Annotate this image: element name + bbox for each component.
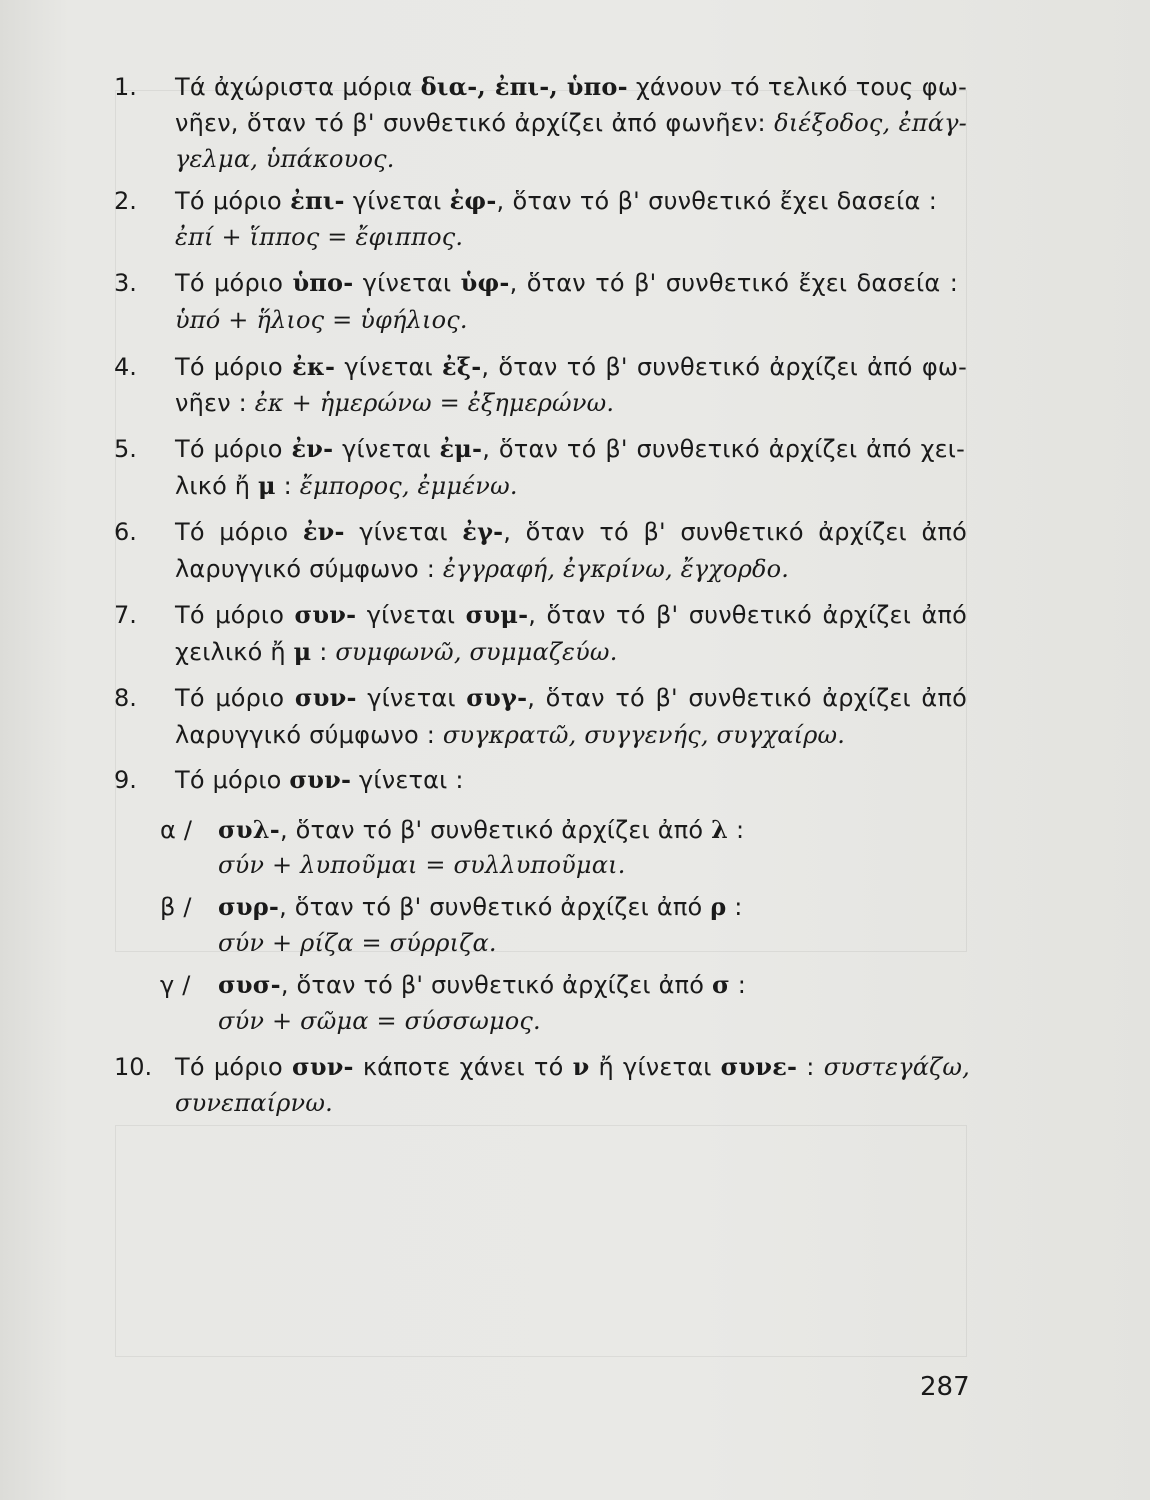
rule-number: 2. (114, 187, 137, 215)
rule-6-line-2: λαρυγγικό σύμφωνο : ἐγγραφή, ἐγκρίνω, ἔγχορδο. (175, 555, 790, 583)
rule-6-line-1: Τό μόριο ἐν- γίνεται ἐγ-, ὅταν τό β' συνθετικό ἀρχίζει ἀπό (175, 517, 967, 546)
rule-number: 5. (114, 435, 137, 463)
rule-9-line-1: Τό μόριο συν- γίνεται : (175, 765, 464, 794)
rule-8-line-1: Τό μόριο συν- γίνεται συγ-, ὅταν τό β' συνθετικό ἀρχίζει ἀπό (175, 683, 967, 712)
subrule-b-line-1: συρ-, ὅταν τό β' συνθετικό ἀρχίζει ἀπό ρ : (218, 892, 743, 921)
rule-1-line-3: γελμα, ὑπάκουος. (175, 145, 395, 173)
rule-4-line-2: νῆεν : ἐκ + ἡμερώνω = ἐξημερώνω. (175, 389, 615, 417)
subrule-c-line-1: συσ-, ὅταν τό β' συνθετικό ἀρχίζει ἀπό σ : (218, 970, 746, 999)
subrule-label: γ / (160, 971, 191, 999)
rule-number: 8. (114, 684, 137, 712)
rule-number: 3. (114, 269, 137, 297)
rule-7-line-1: Τό μόριο συν- γίνεται συμ-, ὅταν τό β' συνθετικό ἀρχίζει ἀπό (175, 600, 967, 629)
page-number: 287 (920, 1372, 970, 1402)
subrule-a-line-1: συλ-, ὅταν τό β' συνθετικό ἀρχίζει ἀπό λ : (218, 815, 745, 844)
subrule-c-example: σύν + σῶμα = σύσσωμος. (218, 1007, 541, 1035)
rule-number: 4. (114, 353, 137, 381)
show-through-table-bottom (115, 1125, 967, 1357)
rule-number: 7. (114, 601, 137, 629)
rule-3-line-1: Τό μόριο ὑπο- γίνεται ὑφ-, ὅταν τό β' συνθετικό ἔχει δασεία : (175, 268, 959, 297)
rule-number: 10. (114, 1053, 153, 1081)
subrule-label: β / (160, 893, 192, 921)
subrule-a-example: σύν + λυποῦμαι = συλλυποῦμαι. (218, 851, 626, 879)
rule-2-example: ἐπί + ἵππος = ἔφιππος. (175, 223, 464, 251)
rule-number: 9. (114, 766, 137, 794)
rule-7-line-2: χειλικό ἤ μ : συμφωνῶ, συμμαζεύω. (175, 637, 618, 666)
rule-1-line-1: Τά ἀχώριστα μόρια δια-, ἐπι-, ὑπο- χάνουν τό τελικό τους φω- (175, 72, 967, 101)
rule-5-line-1: Τό μόριο ἐν- γίνεται ἐμ-, ὅταν τό β' συνθετικό ἀρχίζει ἀπό χει- (175, 434, 965, 463)
subrule-b-example: σύν + ρίζα = σύρριζα. (218, 929, 497, 957)
rule-10-line-1: Τό μόριο συν- κάποτε χάνει τό ν ἤ γίνεται συνε- : συστεγάζω, (175, 1052, 970, 1081)
rule-5-line-2: λικό ἤ μ : ἔμπορος, ἐμμένω. (175, 471, 518, 500)
rule-4-line-1: Τό μόριο ἐκ- γίνεται ἐξ-, ὅταν τό β' συνθετικό ἀρχίζει ἀπό φω- (175, 352, 968, 381)
subrule-label: α / (160, 816, 193, 844)
rule-number: 6. (114, 518, 137, 546)
rule-number: 1. (114, 73, 137, 101)
rule-3-example: ὑπό + ἥλιος = ὑφήλιος. (175, 306, 468, 334)
rule-8-line-2: λαρυγγικό σύμφωνο : συγκρατῶ, συγγενής, συγχαίρω. (175, 721, 846, 749)
rule-2-line-1: Τό μόριο ἐπι- γίνεται ἐφ-, ὅταν τό β' συνθετικό ἔχει δασεία : (175, 186, 937, 215)
rule-10-line-2: συνεπαίρνω. (175, 1089, 333, 1117)
rule-1-line-2: νῆεν, ὅταν τό β' συνθετικό ἀρχίζει ἀπό φωνῆεν: διέξοδος, ἐπάγ- (175, 109, 967, 137)
